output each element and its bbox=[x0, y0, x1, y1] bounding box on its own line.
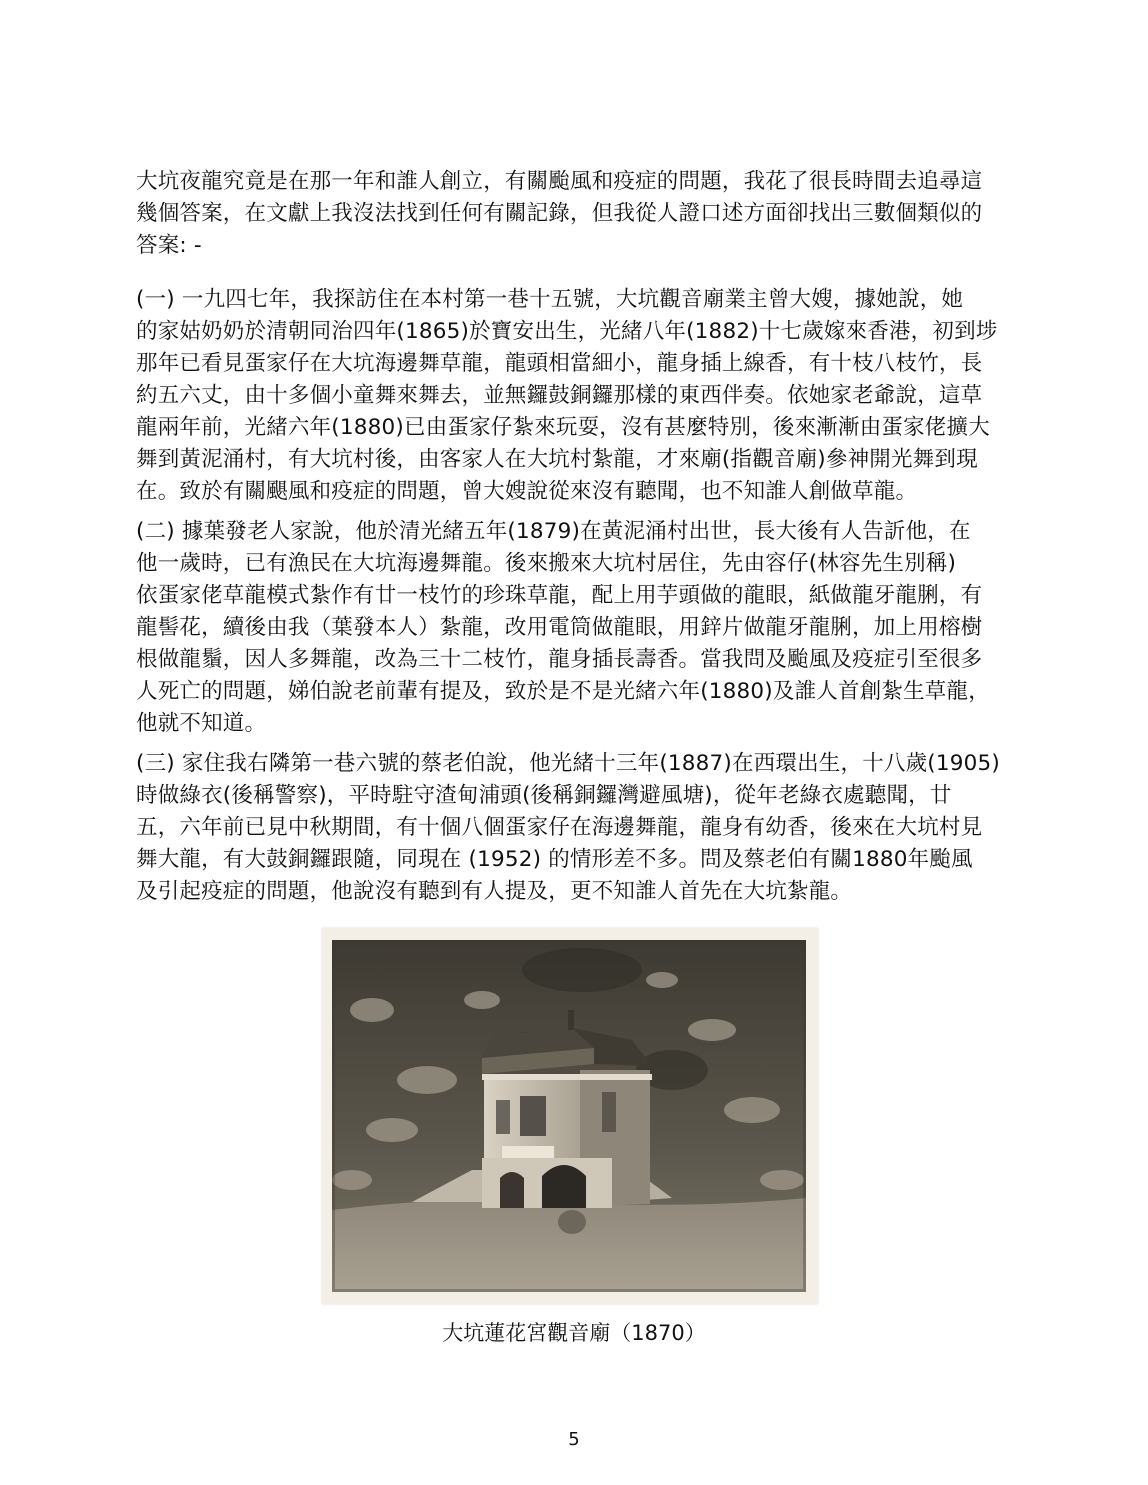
text-line: 答案: - bbox=[136, 233, 202, 258]
text-line: 大坑夜龍究竟是在那一年和誰人創立，有關颱風和疫症的問題，我花了很長時間去追尋這 bbox=[136, 169, 983, 194]
text-line: 約五六丈，由十多個小童舞來舞去，並無鑼鼓銅鑼那樣的東西伴奏。依她家老爺說，這草 bbox=[136, 383, 983, 408]
text-line: 舞到黃泥涌村，有大坑村後，由客家人在大坑村紮龍，才來廟(指觀音廟)參神開光舞到現 bbox=[136, 447, 978, 472]
temple-photo-illustration bbox=[332, 940, 806, 1292]
text-line: 幾個答案，在文獻上我沒法找到任何有關記錄，但我從人證口述方面卻找出三數個類似的 bbox=[136, 201, 983, 226]
text-line: 五，六年前已見中秋期間，有十個八個蛋家仔在海邊舞龍，龍身有幼香，後來在大坑村見 bbox=[136, 815, 983, 840]
text-line: 及引起疫症的問題，他說沒有聽到有人提及，更不知誰人首先在大坑紮龍。 bbox=[136, 879, 853, 904]
text-line: 時做綠衣(後稱警察)，平時駐守渣甸浦頭(後稱銅鑼灣避風塘)，從年老綠衣處聽聞，廿 bbox=[136, 783, 952, 808]
temple-photo bbox=[332, 940, 806, 1292]
paragraph-2 bbox=[136, 516, 1016, 740]
text-line: 龍兩年前，光緒六年(1880)已由蛋家仔紮來玩耍，沒有甚麼特別，後來漸漸由蛋家佬擴大 bbox=[136, 415, 990, 440]
text-line: 的家姑奶奶於清朝同治四年(1865)於寶安出生，光緒八年(1882)十七歲嫁來香港，初到埗 bbox=[136, 319, 998, 344]
text-line: (三) 家住我右隣第一巷六號的蔡老伯說，他光緒十三年(1887)在西環出生，十八歲(1905) bbox=[136, 751, 1000, 776]
paragraph-3 bbox=[136, 748, 1016, 908]
text-line: 他一歲時，已有漁民在大坑海邊舞龍。後來搬來大坑村居住，先由容仔(林容先生別稱) bbox=[136, 551, 957, 576]
text-line: 在。致於有關颶風和疫症的問題，曾大嫂說從來沒有聽聞，也不知誰人創做草龍。 bbox=[136, 479, 918, 504]
text-line: 依蛋家佬草龍模式紮作有廿一枝竹的珍珠草龍，配上用芋頭做的龍眼，紙做龍牙龍脷，有 bbox=[136, 583, 983, 608]
text-line: (二) 據葉發老人家說，他於清光緒五年(1879)在黃泥涌村出世，長大後有人告訢他，在 bbox=[136, 519, 971, 544]
text-line: 龍髻花，續後由我（葉發本人）紮龍，改用電筒做龍眼，用鋅片做龍牙龍脷，加上用榕樹 bbox=[136, 615, 983, 640]
text-line: 那年已看見蛋家仔在大坑海邊舞草龍，龍頭相當細小，龍身插上線香，有十枝八枝竹，長 bbox=[136, 351, 983, 376]
paragraph-intro bbox=[136, 166, 1016, 262]
text-line: (一) 一九四七年，我探訪住在本村第一巷十五號，大坑觀音廟業主曾大嫂，據她說，她 bbox=[136, 287, 964, 312]
text-line: 根做龍鬚，因人多舞龍，改為三十二枝竹，龍身插長壽香。當我問及颱風及疫症引至很多 bbox=[136, 647, 983, 672]
page-number: 5 bbox=[568, 1429, 580, 1450]
text-line: 舞大龍，有大鼓銅鑼跟隨，同現在 (1952) 的情形差不多。問及蔡老伯有關1880年颱風 bbox=[136, 847, 973, 872]
temple-photo-frame bbox=[322, 928, 818, 1304]
text-line: 他就不知道。 bbox=[136, 711, 267, 736]
photo-caption: 大坑蓮花宮觀音廟（1870） bbox=[442, 1321, 706, 1345]
text-line: 人死亡的問題，娣伯說老前輩有提及，致於是不是光緒六年(1880)及誰人首創紮生草龍， bbox=[136, 679, 990, 704]
paragraph-1 bbox=[136, 284, 1016, 508]
